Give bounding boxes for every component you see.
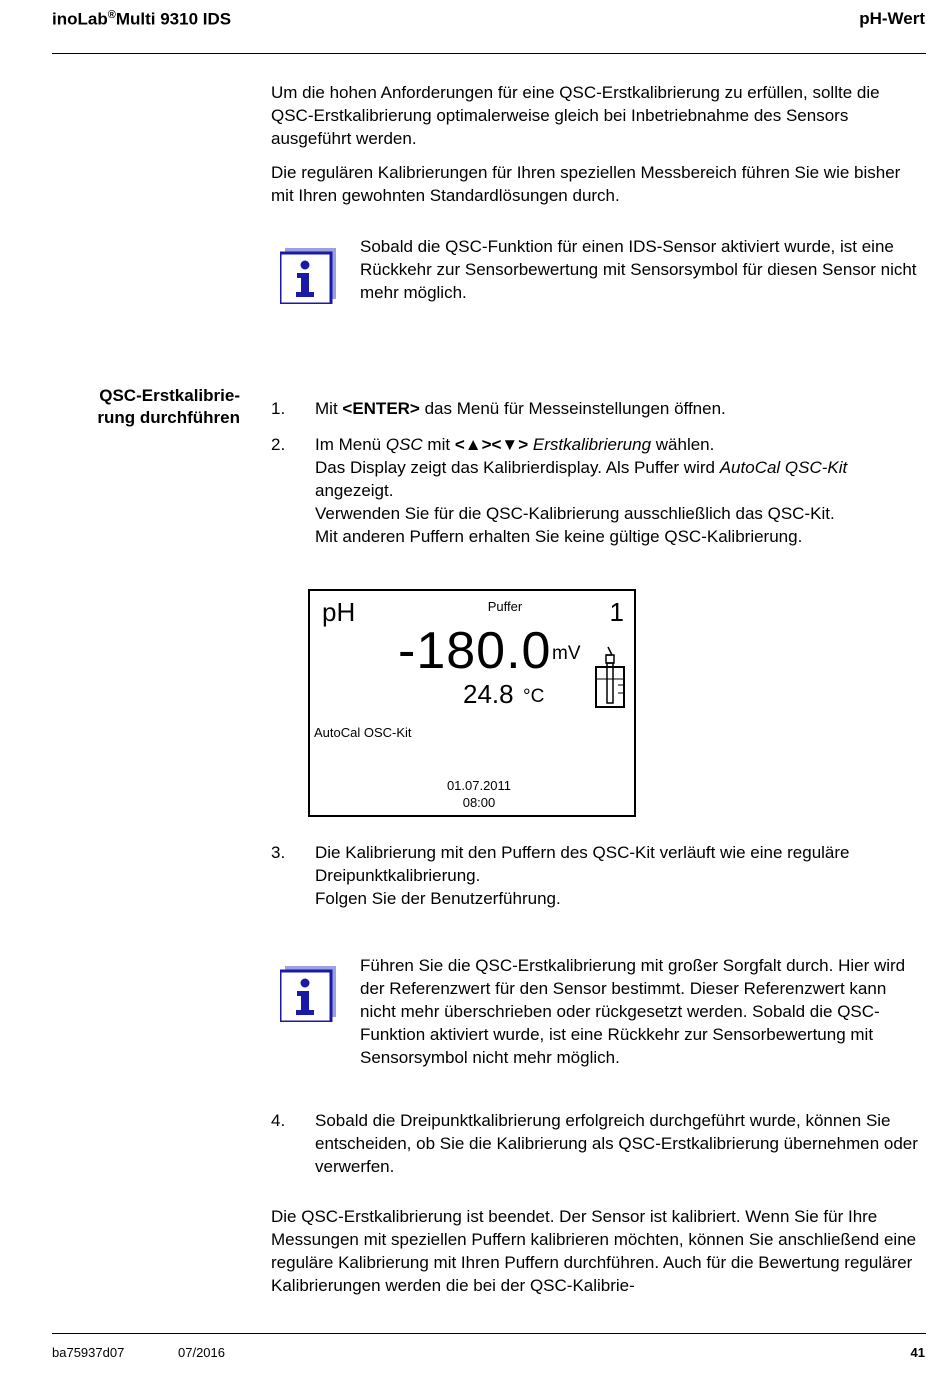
registered-mark: ®: [107, 9, 116, 21]
display-temperature: 24.8: [463, 679, 514, 709]
step-2-b: mit: [422, 435, 455, 454]
step-4-text: Sobald die Dreipunktkalibrierung erfolgreich durchgeführt wurde, können Sie entscheiden, ob Sie die Kalibrierung als QSC-Erstkalibrierung übernehmen oder verwerfen.: [315, 1111, 918, 1176]
footer-rule: [52, 1333, 926, 1334]
menu-item-erstkalibrierung: Erstkalibrierung: [532, 435, 652, 454]
closing-paragraph: Die QSC-Erstkalibrierung ist beendet. Der Sensor ist kalibriert. Wenn Sie für Ihre Messungen mit speziellen Puffern kalibrieren möchten, können Sie anschließend eine reguläre Kalibrierung mit Ihren Puffern durchführen. Auch für die Bewertung regulärer Kalibrierungen werden die bei der QSC-Kalibrie-: [271, 1207, 917, 1295]
step-2-text: [315, 433, 926, 548]
display-kit-label: AutoCal OSC-Kit: [314, 725, 412, 740]
step-1-pre: Mit: [315, 399, 343, 418]
header-rule: [52, 53, 926, 54]
side-heading-line-2: rung durchführen: [97, 408, 240, 427]
note-1: Sobald die QSC-Funktion für einen IDS-Sensor aktiviert wurde, ist eine Rückkehr zur Sensorbewertung mit Sensorsymbol für diesen Sensor nicht mehr möglich.: [360, 237, 917, 302]
step-2-line-3: Verwenden Sie für die QSC-Kalibrierung ausschließlich das QSC-Kit.: [315, 504, 835, 523]
step-2-f: angezeigt.: [315, 481, 394, 500]
display-time: 08:00: [462, 795, 496, 810]
buffer-autocal: AutoCal QSC-Kit: [719, 458, 848, 477]
header-product: [52, 9, 231, 30]
intro-paragraph-2: Die regulären Kalibrierungen für Ihren speziellen Messbereich führen Sie wie bisher mit Ihren gewohnten Standardlösungen durch.: [271, 163, 901, 205]
enter-key: <ENTER>: [342, 399, 420, 418]
step-3-line-1: Die Kalibrierung mit den Puffern des QSC-Kit verläuft wie eine reguläre Dreipunktkalibrierung.: [315, 843, 850, 885]
side-heading: [52, 385, 240, 429]
step-2-number: 2.: [271, 435, 286, 454]
product-prefix: inoLab: [52, 9, 108, 29]
display-mode: pH: [322, 597, 356, 627]
beaker-icon: [594, 645, 628, 716]
step-1-post: das Menü für Messeinstellungen öffnen.: [419, 399, 726, 418]
side-heading-line-1: QSC-Erstkalibrie-: [99, 386, 240, 405]
display-buffer-number: 1: [609, 597, 624, 627]
intro-paragraph-1: Um die hohen Anforderungen für eine QSC-Erstkalibrierung zu erfüllen, sollte die QSC-Erstkalibrierung optimalerweise gleich bei Inbetriebnahme des Sensors ausgeführt werden.: [271, 83, 880, 148]
header-section: pH-Wert: [859, 9, 925, 28]
step-2-e: Das Display zeigt das Kalibrierdisplay. Als Puffer wird: [315, 458, 720, 477]
footer-doc-id: ba75937d07: [52, 1345, 125, 1360]
menu-qsc: QSC: [385, 435, 423, 454]
display-temperature-unit: °C: [523, 686, 545, 707]
info-icon: [280, 966, 336, 1027]
step-1-text: [315, 397, 926, 420]
step-2-a: Im Menü: [315, 435, 386, 454]
step-3-text: [315, 841, 926, 910]
display-datetime: [310, 777, 634, 811]
calibration-display: [308, 589, 636, 817]
step-3-number: 3.: [271, 843, 286, 862]
step-1-number: 1.: [271, 399, 286, 418]
display-value: -180.0: [398, 622, 552, 680]
step-4-number: 4.: [271, 1111, 286, 1130]
info-icon: [280, 248, 336, 309]
note-2: Führen Sie die QSC-Erstkalibrierung mit großer Sorgfalt durch. Hier wird der Referenzwert für den Sensor bestimmt. Dieser Referenzwert kann nicht mehr überschrieben oder rückgesetzt werden. Sobald die QSC-Funktion aktiviert wurde, ist eine Rückkehr zur Sensorbewertung mit Sensorsymbol nicht mehr möglich.: [360, 956, 906, 1067]
product-suffix: Multi 9310 IDS: [115, 9, 232, 29]
arrow-keys: <▲><▼>: [454, 435, 529, 454]
step-3-line-2: Folgen Sie der Benutzerführung.: [315, 889, 561, 908]
page-number: 41: [910, 1345, 925, 1360]
display-value-unit: mV: [552, 643, 581, 664]
step-2-d: wählen.: [651, 435, 715, 454]
step-2-line-4: Mit anderen Puffern erhalten Sie keine gültige QSC-Kalibrierung.: [315, 527, 803, 546]
footer-date: 07/2016: [178, 1345, 225, 1360]
display-buffer-label: Puffer: [487, 599, 523, 614]
display-date: 01.07.2011: [446, 778, 512, 793]
step-2-line-2: [315, 456, 926, 502]
step-2-line-1: [315, 433, 926, 456]
